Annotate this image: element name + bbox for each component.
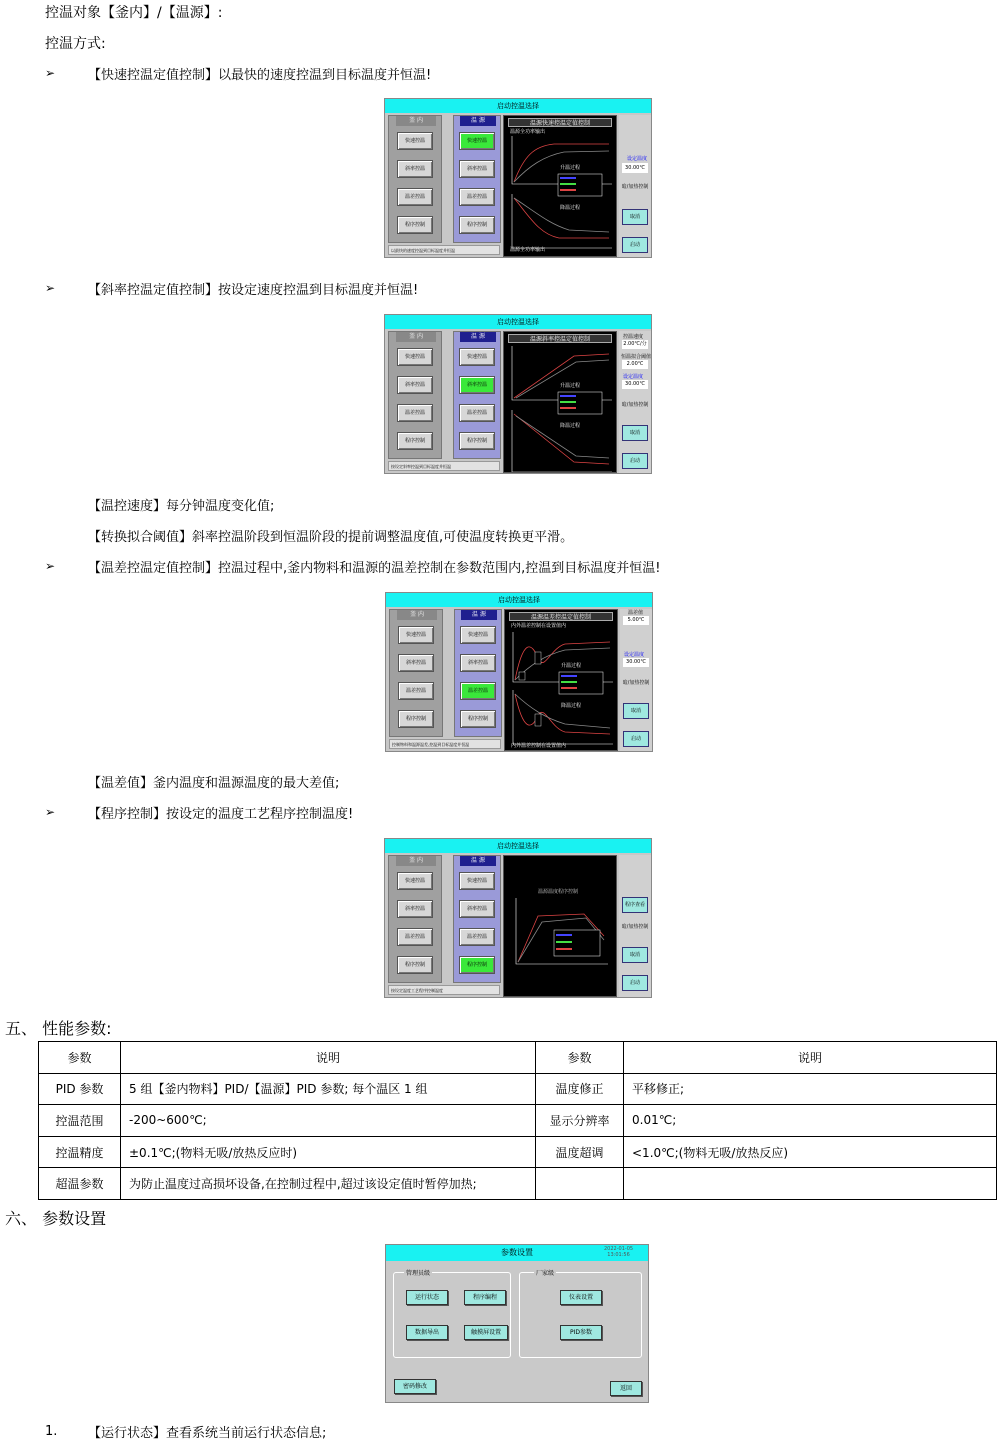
password-change-button[interactable]: 密码修改 [394,1379,436,1394]
bullet-arrow: ➢ [45,805,56,819]
vessel-prog-button[interactable]: 程序控制 [397,956,433,974]
source-prog-button[interactable]: 程序控制 [459,956,495,974]
table-cell: 显示分辨率 [536,1105,624,1137]
screen-note-bottom: 内外温差控制在设置值内 [511,743,567,749]
vessel-slope-button[interactable]: 斜率控温 [397,376,433,394]
threshold-input[interactable]: 2.00℃ [622,360,648,369]
table-cell: 为防止温度过高损坏设备,在控制过程中,超过该设定值时暂停加热; [121,1168,536,1200]
screen-title: 温源斜率控温定值控制 [508,334,612,343]
run-status-button[interactable]: 运行状态 [406,1290,448,1305]
datetime-display [604,1246,633,1258]
item-number: 1. [45,1424,58,1439]
program-view-button[interactable]: 程序查看 [622,897,648,913]
vessel-prog-button[interactable]: 程序控制 [397,216,433,234]
diff-input[interactable]: 5.00℃ [623,616,649,625]
vessel-fast-button[interactable]: 快速控温 [397,348,433,366]
panel-footer: 按设定温度工艺程序控制温度 [388,985,500,995]
table-cell: 0.01℃; [624,1105,997,1137]
time-text: 13:01:56 [607,1252,630,1258]
table-cell: <1.0℃;(物料无吸/放热反应) [624,1136,997,1168]
table-cell: 温度超调 [536,1136,624,1168]
rate-input[interactable]: 2.00℃/分 [623,341,647,347]
column-vessel [388,855,442,983]
cool-down-label: 降温过程 [561,703,582,709]
bullet-prog: 【程序控制】按设定的温度工艺程序控制温度! [88,807,354,822]
hmi-panel-prog [384,838,652,998]
diff-label: 温差值 [628,610,644,616]
vessel-diff-button[interactable]: 温差控温 [397,188,433,206]
curve-graph [504,856,616,996]
hmi-panel-diff [385,592,653,752]
column-source [454,609,502,737]
column-title: 釜 内 [397,610,437,620]
bullet-fast: 【快速控温定值控制】以最快的速度控温到目标温度并恒温! [88,68,432,83]
touchscreen-settings-button[interactable]: 触摸屏设置 [464,1325,508,1340]
curve-screen [503,855,617,997]
column-vessel [388,115,442,243]
panel-title: 启动控温选择 [386,593,652,607]
bullet-diff: 【温差控温定值控制】控温过程中,釜内物料和温源的温差控制在参数范围内,控温到目标温度并恒温! [88,561,661,576]
table-cell: PID 参数 [39,1073,121,1105]
curve-graph [505,610,617,750]
heat-up-label: 升温过程 [561,663,582,669]
curve-screen [503,115,617,257]
cool-down-label: 降温过程 [560,423,581,429]
column-source [453,331,501,459]
vessel-slope-button[interactable]: 斜率控温 [397,160,433,178]
table-cell: 温度修正 [536,1073,624,1105]
source-fast-button[interactable]: 快速控温 [460,626,496,644]
source-slope-button[interactable]: 斜率控温 [459,160,495,178]
side-controls [619,331,651,473]
table-header-cell: 参数 [536,1042,624,1074]
source-prog-button[interactable]: 程序控制 [459,432,495,450]
panel-footer: 控制物料和温源温差,控温到目标温度并恒温 [389,739,501,749]
slope-note-rate: 【温控速度】每分钟温度变化值; [88,499,275,514]
table-cell: 超温参数 [39,1168,121,1200]
column-title: 釜 内 [396,856,436,866]
group-label: 厂家级 [536,1270,555,1277]
column-title: 釜 内 [396,332,436,342]
set-temp-label: 设定温度 [624,652,645,658]
panel-title: 启动控温选择 [385,99,651,113]
table-row [39,1105,997,1137]
start-button[interactable]: 启动 [623,731,649,747]
cool-heat-toggle[interactable]: 暗/加热控制 [622,680,650,686]
table-cell: -200~600℃; [121,1105,536,1137]
vessel-fast-button[interactable]: 快速控温 [397,132,433,150]
table-cell: 控温范围 [39,1105,121,1137]
threshold-label: 恒温拟合阈值 [621,354,652,360]
source-prog-button[interactable]: 程序控制 [459,216,495,234]
set-temp-input[interactable]: 30.00℃ [622,380,648,389]
vessel-diff-button[interactable]: 温差控温 [397,404,433,422]
source-diff-button[interactable]: 温差控温 [459,188,495,206]
cool-heat-toggle[interactable]: 暗/加热控制 [621,924,649,930]
heat-up-label: 升温过程 [560,165,581,171]
screen-title: 温源温差控温定值控制 [509,612,613,621]
vessel-prog-button[interactable]: 程序控制 [397,432,433,450]
panel-title: 启动控温选择 [385,839,651,853]
cancel-button[interactable]: 取消 [622,947,648,963]
vessel-prog-button[interactable]: 程序控制 [398,710,434,728]
screen-note-top: 内外温差控制在设置值内 [511,623,567,629]
source-slope-button[interactable]: 斜率控温 [459,900,495,918]
performance-table [38,1041,997,1200]
heading-mode: 控温方式: [45,36,106,52]
cool-heat-toggle[interactable]: 暗/加热控制 [621,184,649,190]
pid-params-button[interactable]: PID参数 [560,1325,602,1340]
table-row [39,1073,997,1105]
column-source [453,855,501,983]
rate-label: 控温速度 [623,334,644,340]
set-temp-label: 设定温度 [623,374,644,380]
source-fast-button[interactable]: 快速控温 [459,348,495,366]
column-title: 温 源 [460,856,496,866]
source-prog-button[interactable]: 程序控制 [460,710,496,728]
column-vessel [388,331,442,459]
source-slope-button[interactable]: 斜率控温 [460,654,496,672]
heat-up-label: 升温过程 [560,383,581,389]
start-button[interactable]: 启动 [622,237,648,253]
vessel-diff-button[interactable]: 温差控温 [397,928,433,946]
source-diff-button[interactable]: 温差控温 [459,404,495,422]
group-label: 管理员级 [406,1270,431,1277]
vessel-diff-button[interactable]: 温差控温 [398,682,434,700]
column-title: 温 源 [461,610,497,620]
hmi-panel-slope [384,314,652,474]
start-button[interactable]: 启动 [622,975,648,991]
screen-note-bottom: 温源全功率输出 [510,247,546,253]
panel-title: 参数设置 [386,1245,648,1261]
source-diff-button[interactable]: 温差控温 [460,682,496,700]
date-text: 2022-01-05 [604,1246,634,1252]
table-row [39,1136,997,1168]
start-button[interactable]: 启动 [622,453,648,469]
run-status-description: 【运行状态】查看系统当前运行状态信息; [88,1426,327,1441]
column-vessel [389,609,443,737]
side-controls [619,115,651,257]
panel-title: 启动控温选择 [385,315,651,329]
bullet-slope: 【斜率控温定值控制】按设定速度控温到目标温度并恒温! [88,283,419,298]
table-cell: 平移修正; [624,1073,997,1105]
column-title: 温 源 [460,332,496,342]
bullet-arrow: ➢ [45,559,56,573]
curve-graph [504,332,616,472]
table-header-cell: 说明 [121,1042,536,1074]
screen-note-top: 温源全功率输出 [510,129,546,135]
table-cell [536,1168,624,1200]
bullet-arrow: ➢ [45,66,56,80]
cancel-button[interactable]: 取消 [622,209,648,225]
screen-title: 温源快速控温定值控制 [508,118,612,127]
table-cell [624,1168,997,1200]
source-fast-button[interactable]: 快速控温 [459,132,495,150]
set-temp-label: 设定温度 [627,156,648,162]
curve-screen [504,609,618,751]
table-header-cell: 说明 [624,1042,997,1074]
screen-title: 温源温度程序控制 [538,889,579,895]
curve-screen [503,331,617,473]
vessel-fast-button[interactable]: 快速控温 [398,626,434,644]
curve-graph [504,116,616,256]
source-diff-button[interactable]: 温差控温 [459,928,495,946]
source-fast-button[interactable]: 快速控温 [459,872,495,890]
source-slope-button[interactable]: 斜率控温 [459,376,495,394]
cancel-button[interactable]: 取消 [623,703,649,719]
table-header-cell: 参数 [39,1042,121,1074]
table-cell: ±0.1℃;(物料无吸/放热反应时) [121,1136,536,1168]
table-cell: 5 组【釜内物料】PID/【温源】PID 参数; 每个温区 1 组 [121,1073,536,1105]
vessel-slope-button[interactable]: 斜率控温 [398,654,434,672]
column-title: 釜 内 [396,116,436,126]
program-edit-button[interactable]: 程序编程 [464,1290,506,1305]
column-title: 温 源 [460,116,496,126]
param-settings-panel [385,1244,649,1403]
bullet-arrow: ➢ [45,281,56,295]
vessel-fast-button[interactable]: 快速控温 [397,872,433,890]
heading-object: 控温对象【釜内】/【温源】: [45,5,223,21]
column-source [453,115,501,243]
slope-note-threshold: 【转换拟合阈值】斜率控温阶段到恒温阶段的提前调整温度值,可使温度转换更平滑。 [88,530,574,545]
cancel-button[interactable]: 取消 [622,425,648,441]
table-header-row [39,1042,997,1074]
back-button[interactable]: 返回 [610,1381,642,1396]
section-six-heading: 六、 参数设置 [5,1209,107,1228]
side-controls [619,855,651,997]
table-cell: 控温精度 [39,1136,121,1168]
maker-group [519,1272,642,1358]
diff-note: 【温差值】釜内温度和温源温度的最大差值; [88,776,340,791]
panel-footer: 以最快的速度控温到目标温度并恒温 [388,245,500,255]
set-temp-input[interactable]: 30.00℃ [623,658,649,667]
data-export-button[interactable]: 数据导出 [406,1325,448,1340]
side-controls [620,609,652,751]
set-temp-input[interactable]: 30.00℃ [622,163,648,173]
instrument-settings-button[interactable]: 仪表设置 [560,1290,602,1305]
admin-group [393,1272,511,1358]
table-row [39,1168,997,1200]
cool-heat-toggle[interactable]: 暗/加热控制 [621,402,649,408]
hmi-panel-fast [384,98,652,258]
vessel-slope-button[interactable]: 斜率控温 [397,900,433,918]
panel-footer: 按设定斜率控温到目标温度并恒温 [388,461,500,471]
section-five-heading: 五、 性能参数: [5,1019,112,1038]
cool-down-label: 降温过程 [560,205,581,211]
